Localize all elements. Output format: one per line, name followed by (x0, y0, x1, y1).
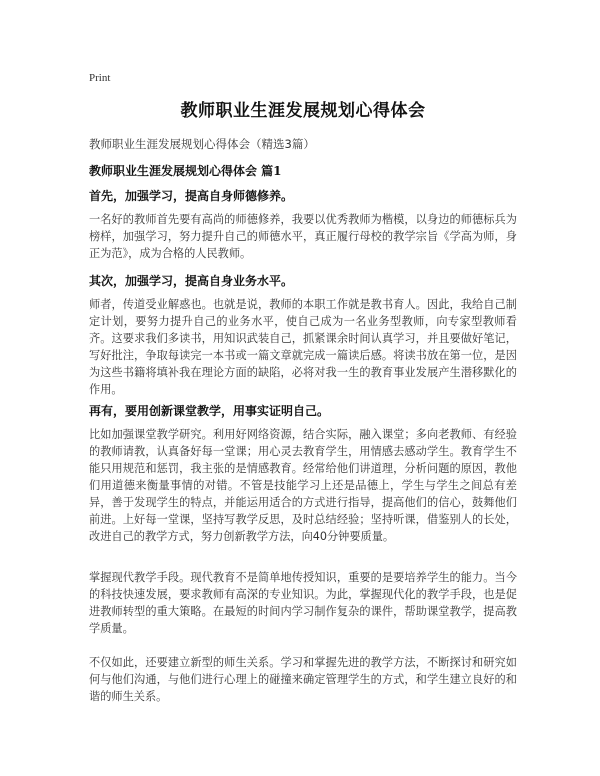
part-heading: 教师职业生涯发展规划心得体会 篇1 (89, 164, 282, 178)
section-heading-2: 其次，加强学习，提高自身业务水平。 (89, 274, 294, 288)
paragraph-2: 师者，传道受业解惑也。也就是说，教师的本职工作就是教书育人。因此，我给自己制定计划，要努力提升自己的业务水平，使自己成为一名业务型教师，向专家型教师看齐。这要求我们多读书，用知识武装自己，抓紧课余时间认真学习，并且要做好笔记，写好批注，争取每读完一本书或一篇文章就完成一篇读后感。将读书放在第一位，是因为这些书籍将填补我在理论方面的缺陷，必将对我一生的教育事业发展产生潜移默化的作用。 (89, 298, 517, 396)
section-heading-3: 再有，要用创新课堂教学，用事实证明自己。 (89, 404, 330, 418)
print-link[interactable]: Print (89, 72, 111, 84)
paragraph-5: 不仅如此，还要建立新型的师生关系。学习和掌握先进的教学方法，不断探讨和研究如何与他们沟通，与他们进行心理上的碰撞来确定管理学生的方式，和学生建立良好的和谐的师生关系。 (89, 656, 517, 703)
section-heading-1: 首先，加强学习，提高自身师德修养。 (89, 189, 294, 203)
paragraph-4: 掌握现代教学手段。现代教育不是简单地传授知识，重要的是要培养学生的能力。当今的科技快速发展，要求教师有高深的专业知识。为此，掌握现代化的教学手段，也是促进教师转型的重大策略。在最短的时间内学习制作复杂的课件，帮助课堂教学，提高教学质量。 (89, 571, 517, 635)
paragraph-3: 比如加强课堂教学研究。利用好网络资源，结合实际，融入课堂；多向老教师、有经验的教师请教，认真备好每一堂课；用心灵去教育学生，用情感去感动学生。教育学生不能只用规范和惩罚，我主张的是情感教育。经常给他们讲道理，分析问题的原因，教他们用道德来衡量事情的对错。不管是技能学习上还是品德上，学生与学生之间总有差异，善于发现学生的特点，并能运用适合的方式进行指导，提高他们的信心，鼓舞他们前进。上好每一堂课，坚持写教学反思，及时总结经验；坚持听课，借鉴别人的长处，改进自己的教学方式，努力创新教学方法，向40分钟要质量。 (89, 428, 517, 543)
document-subtitle: 教师职业生涯发展规划心得体会（精选3篇） (89, 137, 315, 151)
paragraph-1: 一名好的教师首先要有高尚的师德修养，我要以优秀教师为楷模，以身边的师德标兵为榜样，加强学习，努力提升自己的师德水平，真正履行母校的教学宗旨《学高为师，身正为范》，成为合格的人民教师。 (89, 213, 517, 260)
page-title: 教师职业生涯发展规划心得体会 (180, 101, 426, 121)
